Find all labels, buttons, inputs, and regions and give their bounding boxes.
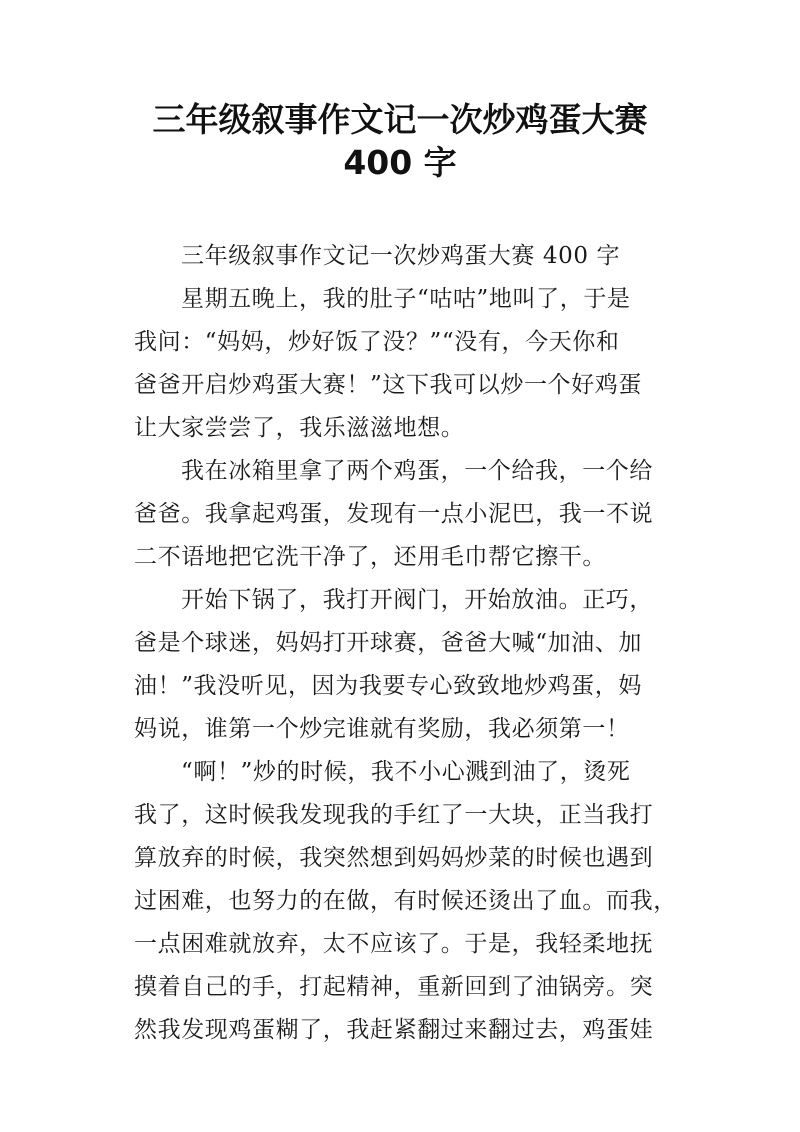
body-line: 我问：“妈妈，炒好饭了没？”“没有，今天你和: [134, 329, 620, 355]
body-line: 爸是个球迷，妈妈打开球赛，爸爸大喊“加油、加: [134, 630, 642, 656]
body-line: 过困难，也努力的在做，有时候还烫出了血。而我，: [134, 888, 677, 914]
body-line: 摸着自己的手，打起精神，重新回到了油锅旁。突: [134, 974, 654, 1000]
document-title-line-2: 400 字: [343, 143, 457, 182]
body-line: 一点困难就放弃，太不应该了。于是，我轻柔地抚: [134, 931, 654, 957]
body-line: 妈说，谁第一个炒完谁就有奖励，我必须第一！: [134, 716, 630, 742]
body-line: 爸爸。我拿起鸡蛋，发现有一点小泥巴，我一不说: [134, 501, 654, 527]
body-line: 三年级叙事作文记一次炒鸡蛋大赛 400 字: [181, 243, 621, 269]
document-title-line-1: 三年级叙事作文记一次炒鸡蛋大赛: [152, 100, 648, 139]
body-line: 星期五晚上，我的肚子“咕咕”地叫了，于是: [181, 286, 631, 312]
body-line: 让大家尝尝了，我乐滋滋地想。: [134, 415, 465, 441]
body-line: 二不语地把它洗干净了，还用毛巾帮它擦干。: [134, 544, 606, 570]
body-line: 我在冰箱里拿了两个鸡蛋，一个给我，一个给: [181, 458, 653, 484]
body-line: 然我发现鸡蛋糊了，我赶紧翻过来翻过去，鸡蛋娃: [134, 1017, 654, 1043]
body-line: 我了，这时候我发现我的手红了一大块，正当我打: [134, 802, 654, 828]
body-line: 算放弃的时候，我突然想到妈妈炒菜的时候也遇到: [134, 845, 654, 871]
body-line: “啊！”炒的时候，我不小心溅到油了，烫死: [181, 759, 631, 785]
body-line: 油！”我没听见，因为我要专心致致地炒鸡蛋，妈: [134, 673, 642, 699]
body-line: 爸爸开启炒鸡蛋大赛！”这下我可以炒一个好鸡蛋: [134, 372, 642, 398]
body-line: 开始下锅了，我打开阀门，开始放油。正巧，: [181, 587, 653, 613]
